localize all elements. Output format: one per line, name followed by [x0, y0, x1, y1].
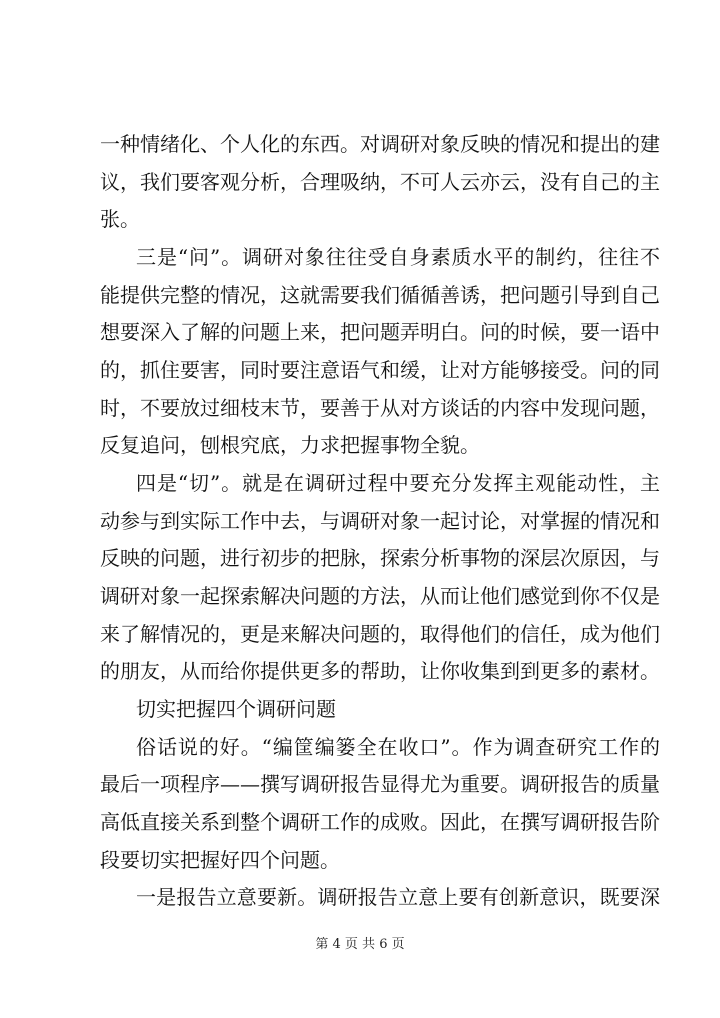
page-number-footer: 第 4 页 共 6 页: [315, 937, 405, 952]
section-heading: 切实把握四个调研问题: [136, 697, 336, 721]
text-line: 一是报告立意要新。调研报告立意上要有创新意识，既要深: [136, 885, 660, 909]
text-line: 一种情绪化、个人化的东西。对调研对象反映的情况和提出的建: [100, 132, 660, 156]
text-line: 反映的问题，进行初步的把脉，探索分析事物的深层次原因，与: [100, 546, 660, 570]
text-line: 段要切实把握好四个问题。: [100, 848, 340, 872]
text-line: 四是“切”。就是在调研过程中要充分发挥主观能动性，主: [136, 471, 660, 495]
text-line: 来了解情况的，更是来解决问题的，取得他们的信任，成为他们: [100, 622, 660, 646]
text-line: 想要深入了解的问题上来，把问题弄明白。问的时候，要一语中: [100, 320, 660, 344]
text-line: 最后一项程序——撰写调研报告显得尤为重要。调研报告的质量: [100, 772, 660, 796]
text-line: 议，我们要客观分析，合理吸纳，不可人云亦云，没有自己的主: [100, 170, 660, 194]
text-line: 动参与到实际工作中去，与调研对象一起讨论，对掌握的情况和: [100, 509, 660, 533]
text-line: 调研对象一起探索解决问题的方法，从而让他们感觉到你不仅是: [100, 584, 660, 608]
text-line: 时，不要放过细枝末节，要善于从对方谈话的内容中发现问题，: [100, 396, 660, 420]
text-line: 高低直接关系到整个调研工作的成败。因此，在撰写调研报告阶: [100, 810, 660, 834]
text-line: 张。: [100, 207, 140, 231]
text-line: 三是“问”。调研对象往往受自身素质水平的制约，往往不: [136, 245, 660, 269]
text-line: 的朋友，从而给你提供更多的帮助，让你收集到到更多的素材。: [100, 659, 660, 683]
text-line: 反复追问，刨根究底，力求把握事物全貌。: [100, 433, 480, 457]
text-line: 能提供完整的情况，这就需要我们循循善诱，把问题引导到自己: [100, 283, 660, 307]
text-line: 俗话说的好。“编筐编篓全在收口”。作为调查研究工作的: [136, 735, 660, 759]
text-line: 的，抓住要害，同时要注意语气和缓，让对方能够接受。问的同: [100, 358, 660, 382]
